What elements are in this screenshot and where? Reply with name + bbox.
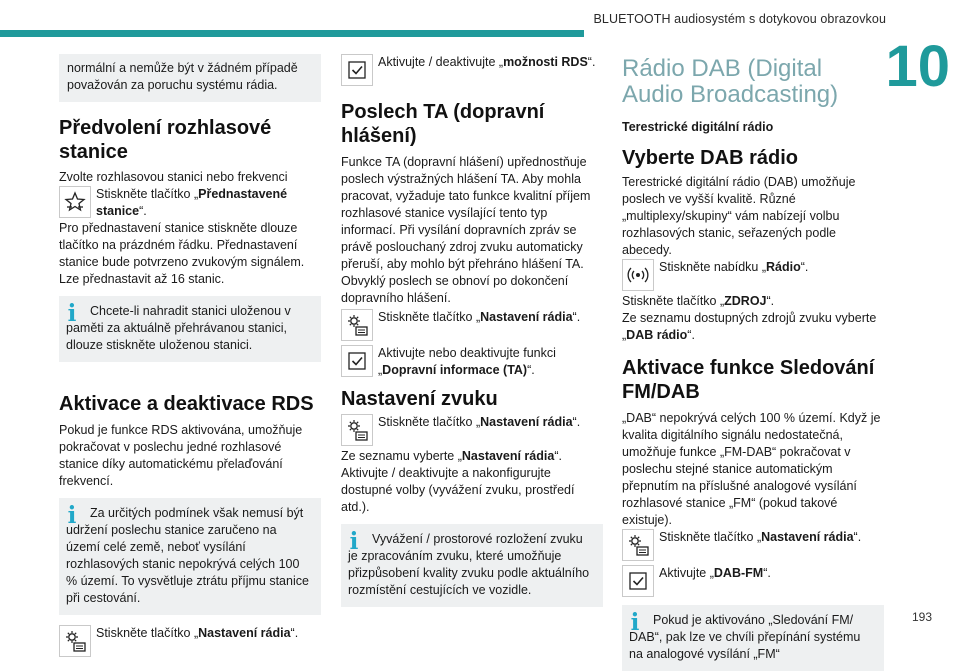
rds-step-post: “. — [290, 626, 299, 640]
follow-step2-bold: DAB-FM — [713, 566, 764, 580]
rds-options-step — [341, 54, 603, 86]
preset-step-pre: Stiskněte tlačítko „ — [96, 187, 199, 201]
follow-title: Aktivace funkce Sledování FM/DAB — [622, 357, 875, 403]
running-head: BLUETOOTH audiosystém s dotykovou obrazovkou — [593, 12, 886, 26]
preset-info-box — [59, 296, 321, 362]
preset-info: Chcete-li nahradit stanici uloženou v paměti za aktuálně přehrávanou stanici, dlouze stiskněte uloženou stanici. — [66, 304, 291, 352]
info-icon: i — [67, 502, 77, 529]
radio-menu-icon — [622, 259, 654, 291]
source-bold: ZDROJ — [724, 294, 767, 308]
ta-step1-post: “. — [572, 310, 581, 324]
preset-step-bold: Přednastavené stanice — [96, 187, 288, 218]
follow-step-2 — [622, 565, 884, 597]
rds-info-box — [59, 498, 321, 615]
info-icon: i — [630, 609, 640, 636]
radio-settings-icon — [341, 309, 373, 341]
follow-step1-post: “. — [853, 530, 862, 544]
ta-step2-pre: Aktivujte nebo deaktivujte funkci „ — [378, 346, 556, 377]
select-body: Terestrické digitální rádio (DAB) umožňuje poslech ve vyšší kvalitě. Různé „multiplexy/skupiny“ vám nabízejí volbu rozhlasových stanic, seřazených podle abecedy. — [622, 175, 856, 257]
ta-title: Poslech TA (dopravní hlášení) — [341, 101, 545, 147]
sound-step-post: “. — [572, 415, 581, 429]
sound-step-bold: Nastavení rádia — [480, 415, 573, 429]
sound-title: Nastavení zvuku — [341, 388, 498, 410]
preset-intro: Zvolte rozhlasovou stanici nebo frekvenci — [59, 170, 288, 184]
preset-title: Předvolení rozhlasové stanice — [59, 117, 272, 163]
sound-body-pre: Ze seznamu vyberte „ — [341, 449, 462, 463]
options-step-post: “. — [587, 55, 596, 69]
star-preset-icon — [59, 186, 91, 218]
radio-settings-icon — [341, 414, 373, 446]
ta-step1-pre: Stiskněte tlačítko „ — [378, 310, 481, 324]
sound-step — [341, 414, 603, 446]
radio-settings-icon — [622, 529, 654, 561]
options-step-bold: možnosti RDS — [503, 55, 588, 69]
rds-step-pre: Stiskněte tlačítko „ — [96, 626, 199, 640]
dab-subtitle: Terestrické digitální rádio — [622, 120, 774, 134]
follow-step-1 — [622, 529, 884, 561]
dab-big-title: Rádio DAB (Digital Audio Broadcasting) — [622, 55, 839, 108]
sound-body-2: Aktivujte / deaktivujte a nakonfigurujte dostupné volby (vyvážení zvuku, prostředí atd.). — [341, 466, 575, 514]
sound-info-box — [341, 524, 603, 607]
select-step — [622, 259, 884, 291]
follow-info: Pokud je aktivováno „Sledování FM/ DAB“, pak lze ve chvíli přepínání systému na analogové vysílání „FM“ — [629, 613, 861, 661]
options-step-pre: Aktivujte / deaktivujte „ — [378, 55, 504, 69]
preset-step-post: “. — [139, 204, 147, 218]
follow-step2-post: “. — [763, 566, 771, 580]
rds-info: Za určitých podmínek však nemusí být udržení poslechu stanice zaručeno na území celé země, neboť vysílání rozhlasových stanic nepokrývá celých 100 % území. To vysvětluje ztrátu příjmu stanice při cestování. — [66, 506, 309, 605]
sound-step-pre: Stiskněte tlačítko „ — [378, 415, 481, 429]
select-step-bold: Rádio — [766, 260, 801, 274]
rds-step-bold: Nastavení rádia — [198, 626, 291, 640]
source-pre: Stiskněte tlačítko „ — [622, 294, 725, 308]
rds-body: Pokud je funkce RDS aktivována, umožňuje pokračovat v poslechu jedné rozhlasové stanice díky automatickému přelaďování frekvencí. — [59, 423, 303, 488]
rds-title: Aktivace a deaktivace RDS — [59, 393, 314, 415]
sound-body-post: “. — [554, 449, 562, 463]
follow-step1-pre: Stiskněte tlačítko „ — [659, 530, 762, 544]
checkbox-icon — [341, 54, 373, 86]
source-body-bold: DAB rádio — [626, 328, 688, 342]
radio-settings-icon — [59, 625, 91, 657]
select-step-post: “. — [800, 260, 809, 274]
source-body-pre: Ze seznamu dostupných zdrojů zvuku vyberte „ — [622, 311, 877, 342]
follow-body: „DAB“ nepokrývá celých 100 % území. Když je kvalita digitálního signálu nedostatečná, umožňuje funkce „FM-DAB“ pokračovat v poslechu stejné stanice automatickým přepnutím na příslušné analogové vysílání rozhlasové stanice „FM“ (pokud takové existuje). — [622, 411, 881, 527]
ta-step2-post: “. — [527, 363, 535, 377]
ta-step-2 — [341, 345, 603, 379]
select-step-pre: Stiskněte nabídku „ — [659, 260, 767, 274]
source-post: “. — [766, 294, 775, 308]
checkbox-icon — [622, 565, 654, 597]
column-1 — [59, 54, 321, 657]
chapter-number: 10 — [885, 34, 950, 99]
info-icon: i — [349, 528, 359, 555]
follow-step2-pre: Aktivujte „ — [659, 566, 714, 580]
ta-step2-bold: Dopravní informace (TA) — [382, 363, 528, 377]
sound-body-bold: Nastavení rádia — [461, 449, 555, 463]
preset-step — [59, 186, 321, 220]
page-number: 193 — [911, 610, 932, 624]
ta-body: Funkce TA (dopravní hlášení) upřednostňuje poslech výstražných hlášení TA. Aby mohla pracovat, vyžaduje tato funkce kvalitní příjem rozhlasové stanice vysílající tento typ informací. Při vysílání dopravních zpráv se právě poslouchaný zdroj zvuku automaticky přeruší, aby mohlo být přehráno hlášení TA. Obvyklý poslech se obnoví po dokončení dopravního hlášení. — [341, 155, 591, 305]
select-dab-title: Vyberte DAB rádio — [622, 147, 798, 169]
rds-step — [59, 625, 321, 657]
continued-note-box — [59, 54, 321, 102]
continued-note: normální a nemůže být v žádném případě považován za poruchu systému rádia. — [67, 61, 298, 92]
info-icon: i — [67, 300, 77, 327]
ta-step1-bold: Nastavení rádia — [480, 310, 573, 324]
header-rule — [0, 30, 584, 37]
ta-step-1 — [341, 309, 603, 341]
column-2 — [341, 54, 603, 607]
sound-info: Vyvážení / prostorové rozložení zvuku je zpracováním zvuku, které umožňuje přizpůsobení kvality zvuku podle aktuálního rozmístění cestujících ve vozidle. — [348, 532, 590, 597]
follow-info-box — [622, 605, 884, 671]
source-body-post: “. — [687, 328, 695, 342]
checkbox-icon — [341, 345, 373, 377]
column-3 — [622, 54, 884, 671]
preset-body: Pro přednastavení stanice stiskněte dlouze tlačítko na prázdném řádku. Přednastavení stanice bude potvrzeno zvukovým signálem. Lze přednastavit až 16 stanic. — [59, 221, 305, 286]
follow-step1-bold: Nastavení rádia — [761, 530, 854, 544]
